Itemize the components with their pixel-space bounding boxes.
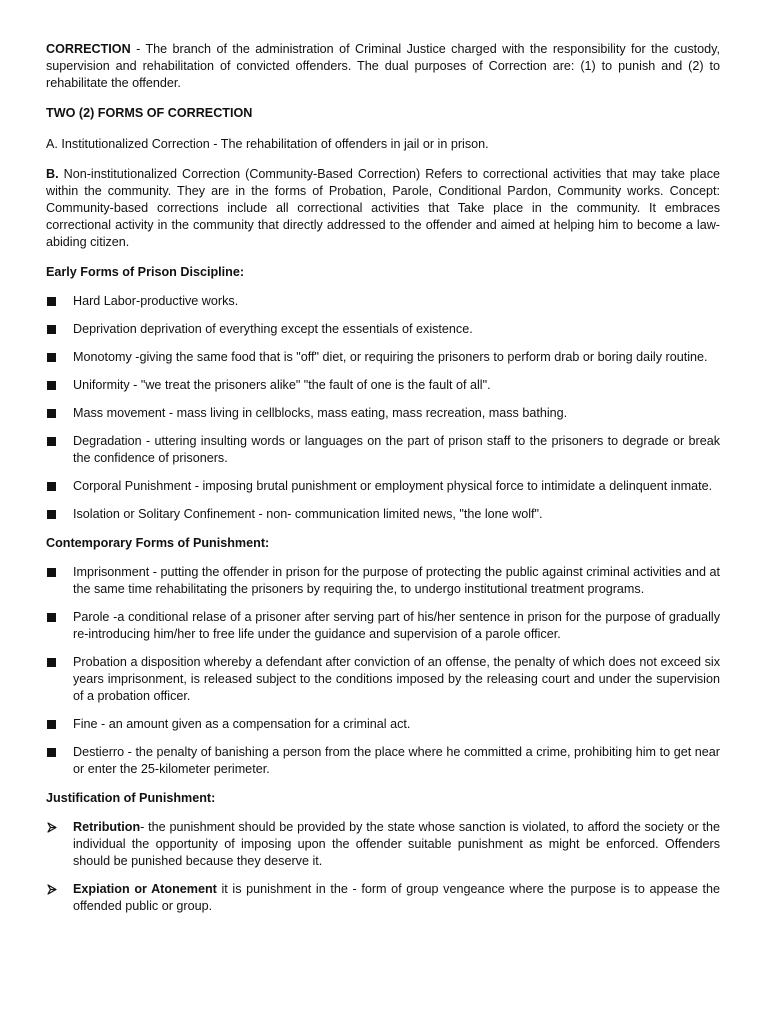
list-item: Deprivation deprivation of everything except the essentials of existence. xyxy=(46,321,720,338)
document-page xyxy=(46,41,720,926)
justification-list xyxy=(46,819,720,915)
correction-term: CORRECTION xyxy=(46,42,131,56)
square-bullet-icon xyxy=(47,409,56,418)
square-bullet-icon xyxy=(47,510,56,519)
form-b-text: Non-institutionalized Correction (Community-Based Correction) Refers to correctional activities that may take place within the community. They are in the forms of Probation, Parole, Conditional Pardon, Community works. Concept: Community-based corrections include all correctional activities that Take place in the community. It embraces correctional activity in the community that directly addressed to the offender and aimed at helping him to become a law-abiding citizen. xyxy=(46,167,720,249)
square-bullet-icon xyxy=(47,297,56,306)
square-bullet-icon xyxy=(47,720,56,729)
square-bullet-icon xyxy=(47,381,56,390)
square-bullet-icon xyxy=(47,437,56,446)
arrow-bullet-icon xyxy=(46,881,60,898)
list-item: Monotomy -giving the same food that is "off" diet, or requiring the prisoners to perform drab or boring daily routine. xyxy=(46,349,720,366)
form-b-label: B. xyxy=(46,167,59,181)
square-bullet-icon xyxy=(47,748,56,757)
retribution-term: Retribution xyxy=(73,820,141,834)
list-item: Parole -a conditional relase of a prisoner after serving part of his/her sentence in prison for the purpose of gradually re-introducing him/her to free life under the guidance and supervision of a parole officer. xyxy=(46,609,720,643)
early-forms-heading: Early Forms of Prison Discipline: xyxy=(46,265,245,279)
list-item: Imprisonment - putting the offender in prison for the purpose of protecting the public against criminal activities and at the same time rehabilitating the prisoners by requiring the, to undergo institutional treatment programs. xyxy=(46,564,720,598)
list-item: Destierro - the penalty of banishing a person from the place where he committed a crime, prohibiting him to get near or enter the 25-kilometer perimeter. xyxy=(46,744,720,778)
arrow-bullet-icon xyxy=(46,819,60,836)
list-item: Corporal Punishment - imposing brutal punishment or employment physical force to intimidate a delinquent inmate. xyxy=(46,478,720,495)
square-bullet-icon xyxy=(47,353,56,362)
square-bullet-icon xyxy=(47,613,56,622)
square-bullet-icon xyxy=(47,325,56,334)
form-a: A. Institutionalized Correction - The rehabilitation of offenders in jail or in prison. xyxy=(46,137,489,151)
correction-definition xyxy=(46,41,720,92)
expiation-term: Expiation or Atonement xyxy=(73,882,217,896)
list-item: Hard Labor-productive works. xyxy=(46,293,720,310)
square-bullet-icon xyxy=(47,568,56,577)
list-item: Uniformity - "we treat the prisoners alike" "the fault of one is the fault of all". xyxy=(46,377,720,394)
square-bullet-icon xyxy=(47,482,56,491)
contemporary-forms-heading: Contemporary Forms of Punishment: xyxy=(46,536,270,550)
form-b xyxy=(46,166,720,251)
retribution-text: - the punishment should be provided by the state whose sanction is violated, to afford the society or the individual the opportunity of imposing upon the offender suitable punishment as might be enforced. Offenders should be punished because they deserve it. xyxy=(73,820,720,868)
list-item: Fine - an amount given as a compensation for a criminal act. xyxy=(46,716,720,733)
justification-heading: Justification of Punishment: xyxy=(46,791,216,805)
list-item xyxy=(46,819,720,870)
list-item: Degradation - uttering insulting words or languages on the part of prison staff to the prisoners to degrade or break the confidence of prisoners. xyxy=(46,433,720,467)
list-item: Mass movement - mass living in cellblocks, mass eating, mass recreation, mass bathing. xyxy=(46,405,720,422)
list-item xyxy=(46,881,720,915)
square-bullet-icon xyxy=(47,658,56,667)
expiation-text: it is punishment in the - form of group vengeance where the purpose is to appease the offended public or group. xyxy=(73,882,720,913)
contemporary-forms-list xyxy=(46,564,720,778)
forms-heading: TWO (2) FORMS OF CORRECTION xyxy=(46,106,253,120)
list-item: Probation a disposition whereby a defendant after conviction of an offense, the penalty of which does not exceed six years imprisonment, is released subject to the conditions imposed by the releasing court and under the supervision of a probation officer. xyxy=(46,654,720,705)
list-item: Isolation or Solitary Confinement - non- communication limited news, "the lone wolf". xyxy=(46,506,720,523)
early-forms-list xyxy=(46,293,720,523)
correction-text: - The branch of the administration of Criminal Justice charged with the responsibility for the custody, supervision and rehabilitation of convicted offenders. The dual purposes of Correction are: (1) to punish and (2) to rehabilitate the offender. xyxy=(46,42,720,90)
